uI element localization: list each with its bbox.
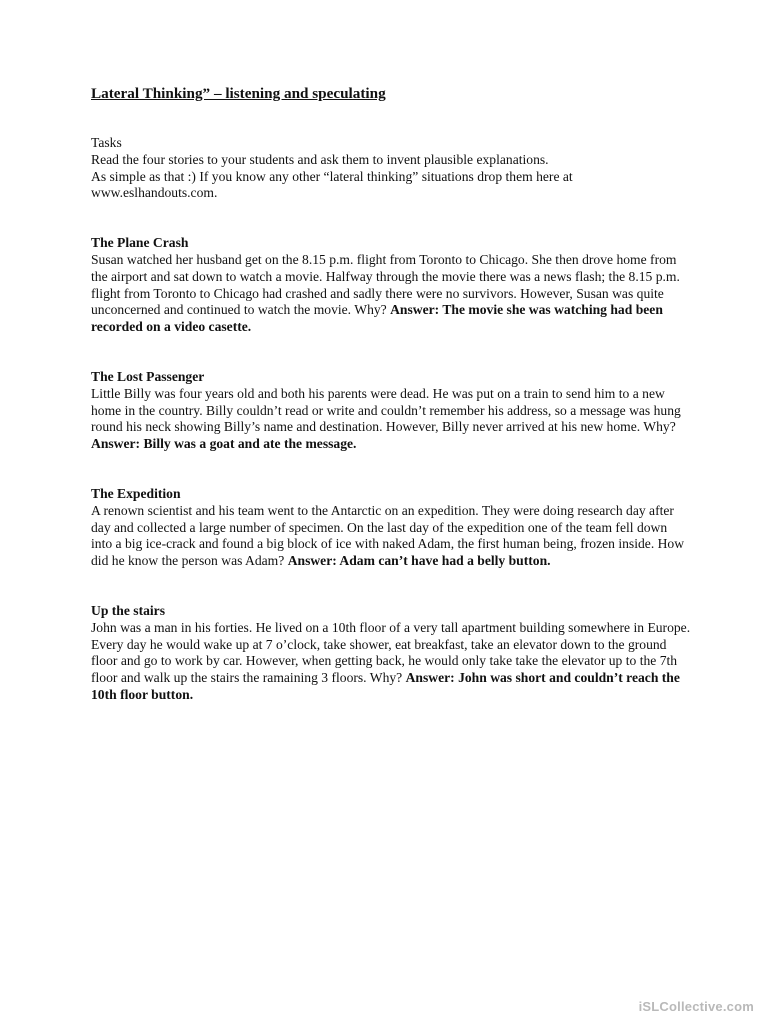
story-body [91,620,691,704]
story-expedition [91,486,691,570]
story-answer: Answer: John was short and couldn’t reach the 10th floor button. [91,670,680,702]
story-heading: Up the stairs [91,602,166,618]
story-answer: Answer: The movie she was watching had been recorded on a video casette. [91,302,663,335]
story-answer: Answer: Adam can’t have had a belly button. [287,553,551,569]
story-heading: The Expedition [91,485,181,501]
story-body [91,386,691,453]
site-watermark: iSLCollective.com [638,999,754,1014]
tasks-heading: Tasks [91,135,122,150]
story-text: A renown scientist and his team went to the Antarctic on an expedition. They were doing research day after day and collected a large number of specimen. On the last day of the expedition one of the team fell down into a big ice-crack and found a big block of ice with naked Adam, the first human being, frozen inside. How did he know the person was Adam? [91,502,685,569]
story-lost-passenger [91,369,691,453]
story-plane-crash [91,235,691,336]
story-answer: Answer: Billy was a goat and ate the message. [91,436,357,452]
tasks-line: www.eslhandouts.com. [91,185,218,201]
worksheet-page [91,84,691,704]
story-text: John was a man in his forties. He lived on a 10th floor of a very tall apartment building somewhere in Europe. Every day he would wake up at 7 o’clock, take shower, eat breakfast, take an elevator down to the ground floor and go to work by car. However, when getting back, he would only take take the elevator up to the 7th floor and walk up the stairs the ramaining 3 floors. Why? [91,619,691,686]
story-body [91,503,691,570]
page-title: Lateral Thinking” – listening and speculating [91,85,386,102]
story-text: Susan watched her husband get on the 8.15 p.m. flight from Toronto to Chicago. She then drove home from the airport and sat down to watch a movie. Halfway through the movie there was a news flash; the 8.15 p.m. flight from Toronto to Chicago had crashed and sadly there were no survivors. However, Susan was quite unconcerned and continued to watch the movie. Why? [91,251,680,318]
story-text: Little Billy was four years old and both his parents were dead. He was put on a train to send him to a new home in the country. Billy couldn’t read or write and couldn’t remember his address, so a message was hung round his neck showing Billy’s name and destination. However, Billy never arrived at his new home. Why? [91,385,681,435]
tasks-section [91,135,691,202]
tasks-line: As simple as that :) If you know any other “lateral thinking” situations drop them here at [91,168,573,184]
story-body [91,252,691,336]
story-heading: The Plane Crash [91,235,189,251]
story-heading: The Lost Passenger [91,368,205,384]
tasks-line: Read the four stories to your students and ask them to invent plausible explanations. [91,151,549,167]
story-up-the-stairs [91,603,691,704]
